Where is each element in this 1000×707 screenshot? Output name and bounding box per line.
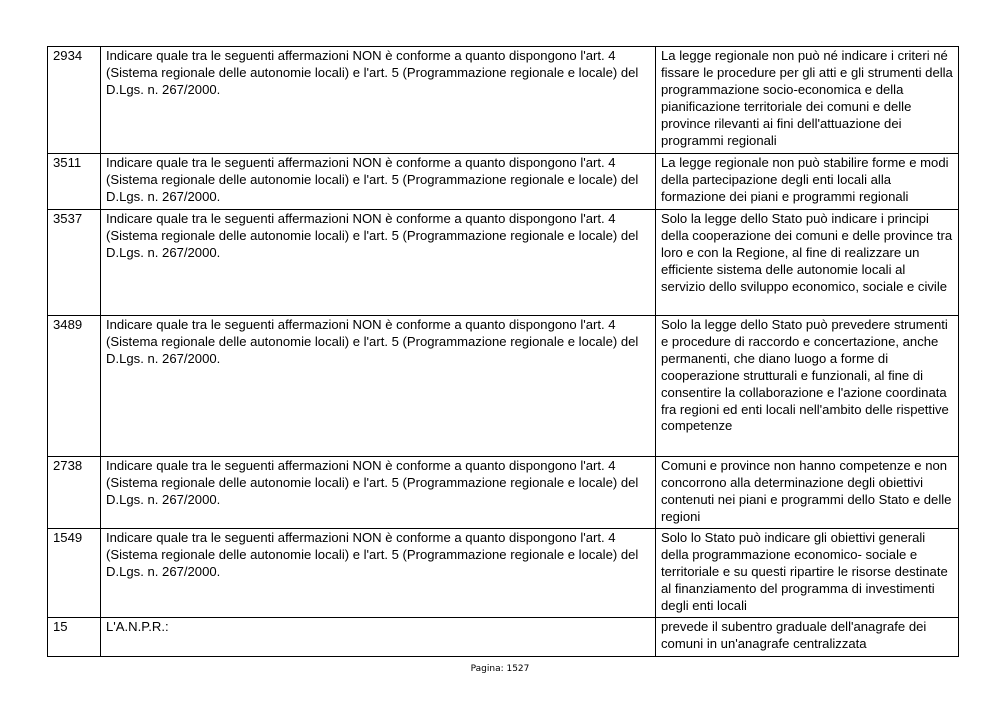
question-id: 3537 — [48, 210, 101, 316]
question-text: Indicare quale tra le seguenti affermazioni NON è conforme a quanto dispongono l'art. 4 (Sistema regionale delle autonomie locali) e l'art. 5 (Programmazione regionale e locale) del D.Lgs. n. 267/2000. — [101, 47, 656, 154]
answer-text: prevede il subentro graduale dell'anagrafe dei comuni in un'anagrafe centralizzata — [656, 618, 959, 657]
question-text: Indicare quale tra le seguenti affermazioni NON è conforme a quanto dispongono l'art. 4 (Sistema regionale delle autonomie locali) e l'art. 5 (Programmazione regionale e locale) del D.Lgs. n. 267/2000. — [101, 210, 656, 316]
question-id: 15 — [48, 618, 101, 657]
question-id: 1549 — [48, 529, 101, 618]
question-text: Indicare quale tra le seguenti affermazioni NON è conforme a quanto dispongono l'art. 4 (Sistema regionale delle autonomie locali) e l'art. 5 (Programmazione regionale e locale) del D.Lgs. n. 267/2000. — [101, 457, 656, 529]
table-row — [48, 47, 959, 154]
answer-text: La legge regionale non può stabilire forme e modi della partecipazione degli enti locali alla formazione dei piani e programmi regionali — [656, 154, 959, 210]
question-id: 3489 — [48, 316, 101, 457]
question-id: 2738 — [48, 457, 101, 529]
answer-text: Solo la legge dello Stato può prevedere strumenti e procedure di raccordo e concertazione, anche permanenti, che diano luogo a forme di cooperazione strutturali e funzionali, al fine di consentire la collaborazione e l'azione coordinata fra regioni ed enti locali nell'ambito delle rispettive competenze — [656, 316, 959, 457]
table-row — [48, 457, 959, 529]
table-row — [48, 154, 959, 210]
question-text: L'A.N.P.R.: — [101, 618, 656, 657]
answer-text: Comuni e province non hanno competenze e non concorrono alla determinazione degli obiettivi contenuti nei piani e programmi dello Stato e delle regioni — [656, 457, 959, 529]
page-number: Pagina: 1527 — [470, 664, 530, 674]
table-row — [48, 210, 959, 316]
questions-table — [47, 46, 959, 657]
table-row — [48, 529, 959, 618]
answer-text: Solo la legge dello Stato può indicare i principi della cooperazione dei comuni e delle province tra loro e con la Regione, al fine di realizzare un efficiente sistema delle autonomie locali al servizio dello sviluppo economico, sociale e civile — [656, 210, 959, 316]
answer-text: La legge regionale non può né indicare i criteri né fissare le procedure per gli atti e gli strumenti della programmazione socio-economica e della pianificazione territoriale dei comuni e delle province rilevanti ai fini dell'attuazione dei programmi regionali — [656, 47, 959, 154]
question-text: Indicare quale tra le seguenti affermazioni NON è conforme a quanto dispongono l'art. 4 (Sistema regionale delle autonomie locali) e l'art. 5 (Programmazione regionale e locale) del D.Lgs. n. 267/2000. — [101, 316, 656, 457]
question-id: 3511 — [48, 154, 101, 210]
question-id: 2934 — [48, 47, 101, 154]
table-row — [48, 618, 959, 657]
question-text: Indicare quale tra le seguenti affermazioni NON è conforme a quanto dispongono l'art. 4 (Sistema regionale delle autonomie locali) e l'art. 5 (Programmazione regionale e locale) del D.Lgs. n. 267/2000. — [101, 154, 656, 210]
table-row — [48, 316, 959, 457]
answer-text: Solo lo Stato può indicare gli obiettivi generali della programmazione economico- sociale e territoriale e su questi ripartire le risorse destinate al finanziamento del programma di investimenti degli enti locali — [656, 529, 959, 618]
question-text: Indicare quale tra le seguenti affermazioni NON è conforme a quanto dispongono l'art. 4 (Sistema regionale delle autonomie locali) e l'art. 5 (Programmazione regionale e locale) del D.Lgs. n. 267/2000. — [101, 529, 656, 618]
